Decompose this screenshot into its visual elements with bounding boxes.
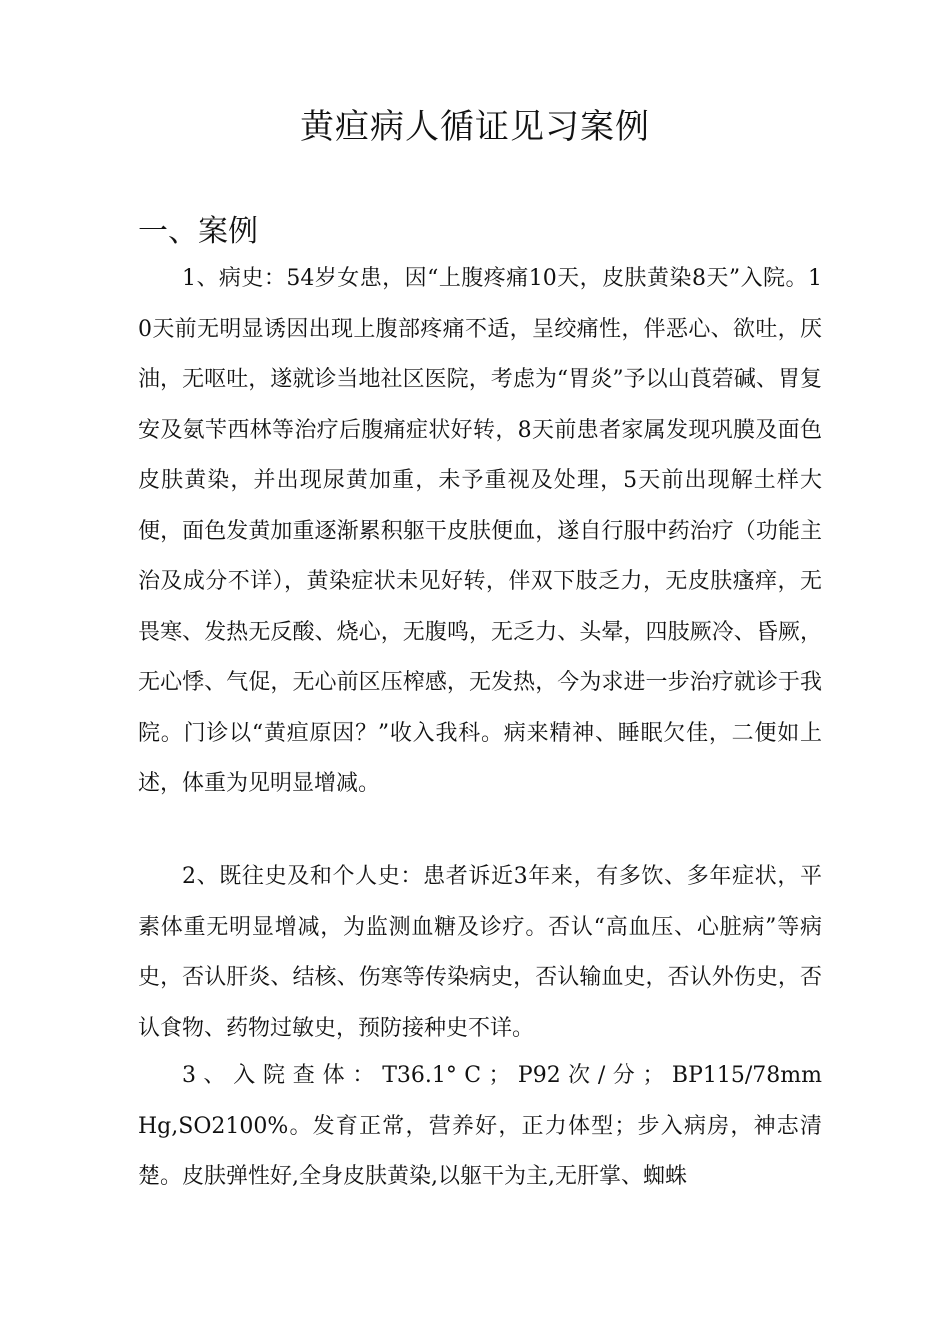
- paragraph-medical-history: 1、病史：54岁女患，因“上腹疼痛10天，皮肤黄染8天”入院。10天前无明显诱因出现上腹部疼痛不适，呈绞痛性，伴恶心、欲吐，厌油，无呕吐，遂就诊当地社区医院，考虑为“胃炎”予以山莨菪碱、胃复安及氨苄西林等治疗后腹痛症状好转，8天前患者家属发现巩膜及面色皮肤黄染，并出现尿黄加重，未予重视及处理，5天前出现解土样大便，面色发黄加重逐渐累积躯干皮肤便血，遂自行服中药治疗（功能主治及成分不详），黄染症状未见好转，伴双下肢乏力，无皮肤瘙痒，无畏寒、发热无反酸、烧心，无腹鸣，无乏力、头晕，四肢厥冷、昏厥，无心悸、气促，无心前区压榨感，无发热，今为求进一步治疗就诊于我院。门诊以“黄疸原因？”收入我科。病来精神、睡眠欠佳，二便如上述，体重为见明显增减。: [138, 266, 822, 796]
- paragraph-physical-exam: 3 、 入 院 查 体 ： T36.1° C ； P92 次 / 分 ； BP115/78mmHg,SO2100%。发育正常，营养好，正力体型；步入病房，神志清楚。皮肤弹性好,全身皮肤黄染,以躯干为主,无肝掌、蜘蛛: [138, 1063, 822, 1189]
- paragraph-past-history: 2、既往史及和个人史：患者诉近3年来，有多饮、多年症状，平素体重无明显增减，为监测血糖及诊疗。否认“高血压、心脏病”等病史，否认肝炎、结核、伤寒等传染病史，否认输血史，否认外伤史，否认食物、药物过敏史，预防接种史不详。: [138, 864, 822, 1041]
- document-title: 黄疸病人循证见习案例: [300, 107, 650, 147]
- section-heading: 一、案例: [138, 214, 258, 249]
